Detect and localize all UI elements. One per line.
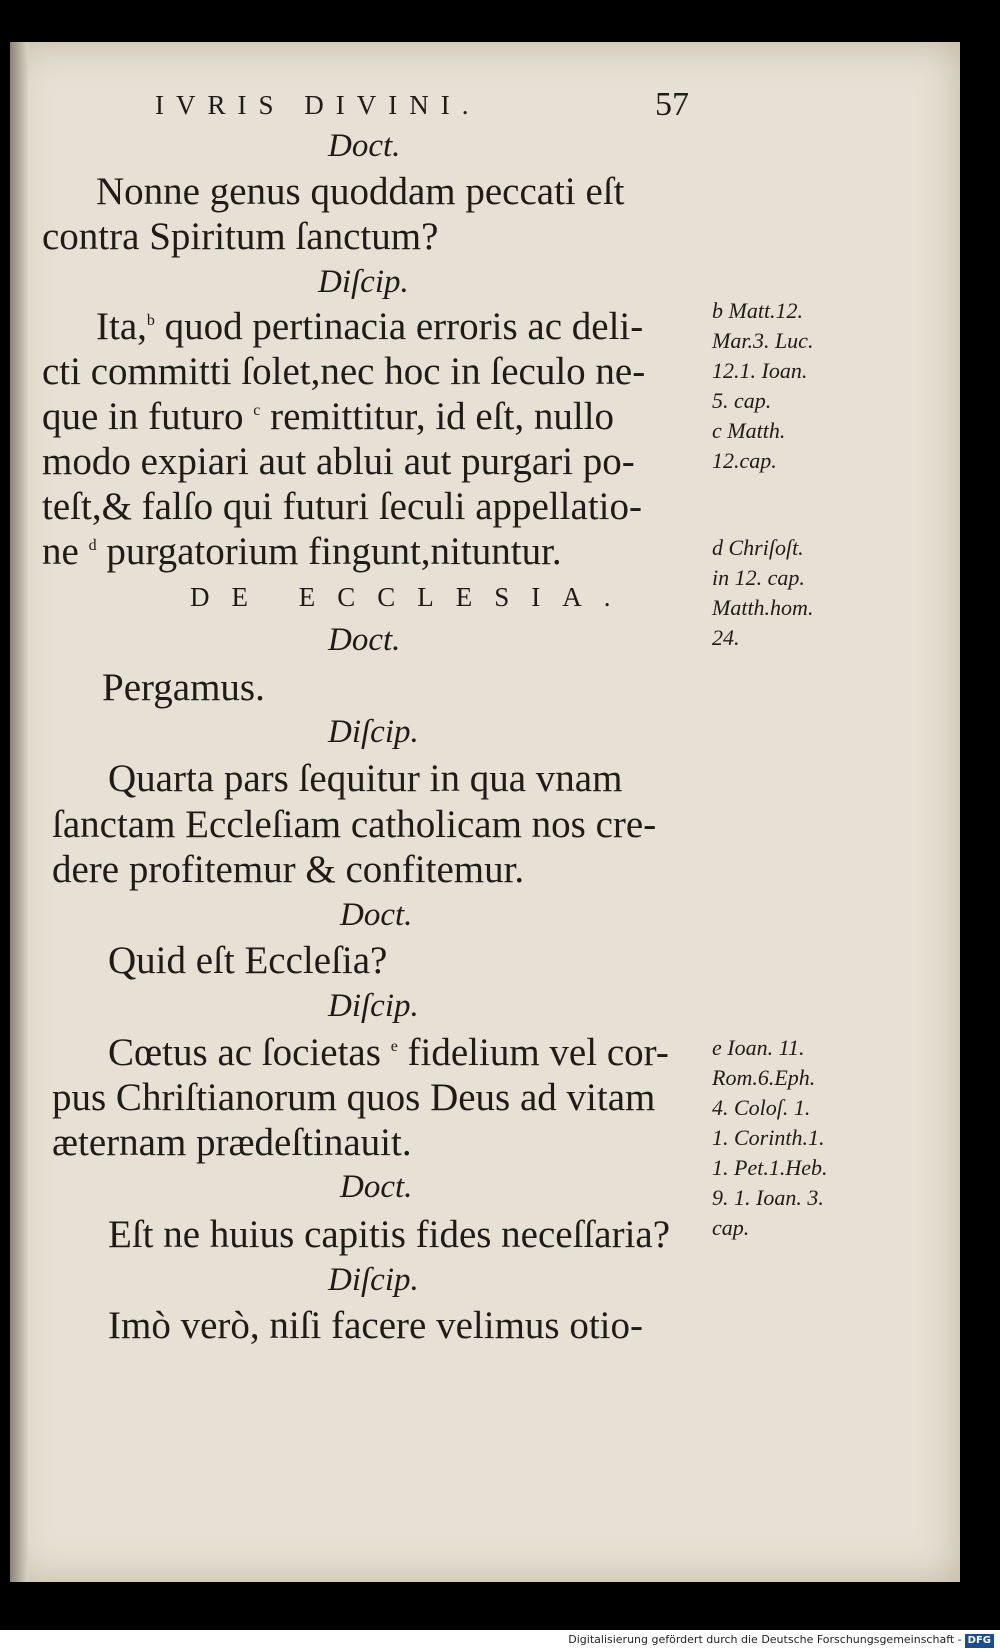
text-line: Pergamus.: [102, 666, 265, 709]
text-line: contra Spiritum ſanctum?: [42, 215, 439, 258]
page-gutter: [10, 42, 28, 1582]
margin-note: Rom.6.Eph.: [712, 1065, 816, 1090]
margin-note: 4. Coloſ. 1.: [712, 1095, 811, 1120]
speaker-label: Doct.: [340, 1169, 413, 1205]
footer-text: Digitalisierung gefördert durch die Deutsche Forschungsgemeinschaft -: [568, 1633, 962, 1646]
speaker-label: Doct.: [328, 128, 401, 164]
margin-note: d Chriſoſt.: [712, 535, 804, 560]
text-line: Ita,$^b$ quod pertinacia erroris ac deli-: [96, 305, 644, 348]
book-page: [10, 42, 960, 1582]
text-line: æternam prædeſtinauit.: [52, 1121, 412, 1164]
digitization-footer: [0, 1630, 1000, 1650]
margin-note: 1. Pet.1.Heb.: [712, 1155, 828, 1180]
margin-note: 9. 1. Ioan. 3.: [712, 1185, 824, 1210]
text-line: Quid eſt Eccleſia?: [108, 939, 388, 982]
speaker-label: Doct.: [328, 622, 401, 658]
text-line: teſt,& falſo qui futuri ſeculi appellatio-: [42, 485, 642, 528]
speaker-label: Diſcip.: [328, 714, 419, 750]
text-line: ſanctam Eccleſiam catholicam nos cre-: [52, 803, 657, 846]
margin-note: e Ioan. 11.: [712, 1035, 805, 1060]
text-line: Quarta pars ſequitur in qua vnam: [108, 757, 623, 800]
margin-note: 1. Corinth.1.: [712, 1125, 825, 1150]
running-header: IVRIS DIVINI.: [155, 90, 481, 120]
margin-note: 12.cap.: [712, 448, 777, 473]
speaker-label: Diſcip.: [328, 988, 419, 1024]
margin-note: b Matt.12.: [712, 298, 804, 323]
margin-note: 24.: [712, 625, 740, 650]
text-line: ne $^d$ purgatorium fingunt,nituntur.: [42, 530, 562, 573]
margin-note: cap.: [712, 1215, 750, 1240]
footnote-mark: e: [390, 1038, 398, 1055]
text-line: pus Chriſtianorum quos Deus ad vitam: [52, 1076, 656, 1119]
page-number: 57: [655, 86, 689, 123]
text-line: Cœtus ac ſocietas $^e$ fidelium vel cor-: [108, 1031, 669, 1074]
text-line: que in futuro $^c$ remittitur, id eſt, nullo: [42, 395, 615, 438]
text-line: Nonne genus quoddam peccati eſt: [96, 170, 625, 213]
margin-note: c Matth.: [712, 418, 786, 443]
margin-note: in 12. cap.: [712, 565, 805, 590]
margin-note: Mar.3. Luc.: [712, 328, 814, 353]
text-line: modo expiari aut ablui aut purgari po-: [42, 440, 635, 483]
margin-note: 5. cap.: [712, 388, 772, 413]
text-line: cti committi ſolet,nec hoc in ſeculo ne-: [42, 350, 646, 393]
text-line: dere profitemur & confitemur.: [52, 848, 525, 891]
margin-note: Matth.hom.: [712, 595, 814, 620]
speaker-label: Doct.: [340, 897, 413, 933]
text-line: Eſt ne huius capitis fides neceſſaria?: [108, 1213, 671, 1256]
speaker-label: Diſcip.: [318, 264, 409, 300]
dfg-logo: DFG: [965, 1634, 994, 1648]
margin-note: 12.1. Ioan.: [712, 358, 808, 383]
speaker-label: Diſcip.: [328, 1262, 419, 1298]
footnote-mark: c: [253, 402, 261, 419]
footnote-mark: b: [146, 312, 155, 329]
footnote-mark: d: [88, 537, 97, 554]
text-line: Imò verò, niſi facere velimus otio-: [108, 1304, 643, 1347]
section-heading: DE ECCLESIA.: [190, 582, 633, 612]
